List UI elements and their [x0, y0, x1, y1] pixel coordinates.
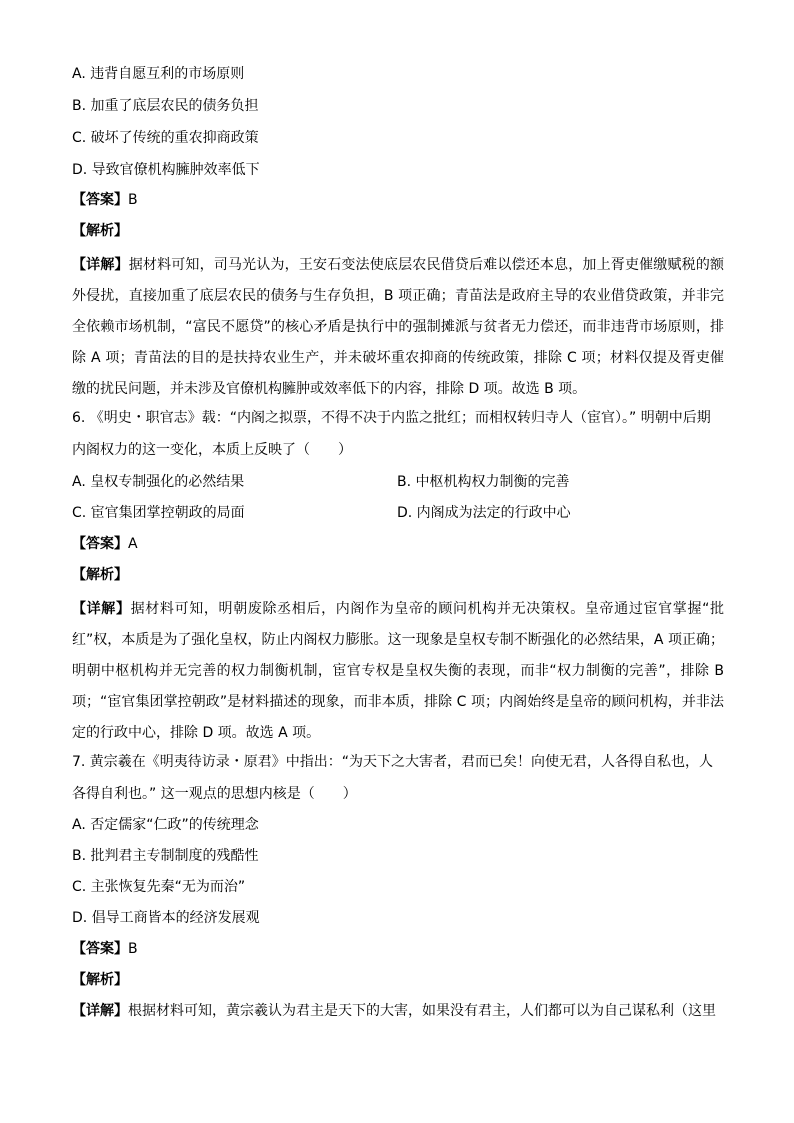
q6-option-d: D. 内阁成为法定的行政中心 [397, 505, 571, 521]
q5-option-d: D. 导致官僚机构臃肿效率低下 [72, 162, 260, 178]
q7-answer [72, 939, 138, 959]
q6-analysis-tag: 【解析】 [72, 567, 128, 583]
answer-tag: 【答案】 [72, 536, 128, 552]
detail-tag: 【详解】 [72, 1003, 128, 1019]
q6-stem-line2: 内阁权力的这一变化，本质上反映了（ ） [72, 442, 352, 458]
q5-analysis-tag: 【解析】 [72, 223, 128, 239]
q7-stem-line2: 各得自利也。” 这一观点的思想内核是（ ） [72, 786, 357, 802]
q6-answer [72, 534, 138, 554]
q5-option-b: B. 加重了底层农民的债务负担 [72, 98, 259, 114]
q7-option-b: B. 批判君主专制制度的残酷性 [72, 848, 259, 864]
q6-option-b: B. 中枢机构权力制衡的完善 [397, 474, 570, 490]
q6-option-a: A. 皇权专制强化的必然结果 [72, 474, 245, 490]
answer-tag: 【答案】 [72, 192, 128, 208]
q5-detail [72, 250, 724, 405]
detail-text: 据材料可知，明朝废除丞相后，内阁作为皇帝的顾问机构并无决策权。皇帝通过宦官掌握“批红”权，本质是为了强化皇权，防止内阁权力膨胀。这一现象是皇权专制不断强化的必然结果，A 项正确；明朝中枢机构并无完善的权力制衡机制，宦官专权是皇权失衡的表现，而非“权力制衡的完善”，排除 B 项；“宦官集团掌控朝政”是材料描述的现象，而非本质，排除 C 项；内阁始终是皇帝的顾问机构，并非法定的行政中心，排除 D 项。故选 A 项。 [72, 601, 724, 741]
q7-stem-line1: 7. 黄宗羲在《明夷待访录・原君》中指出：“为天下之大害者，君而已矣！向使无君，人各得自私也，人 [72, 754, 714, 770]
q6-detail [72, 594, 724, 749]
answer-tag: 【答案】 [72, 941, 128, 957]
q7-option-d: D. 倡导工商皆本的经济发展观 [72, 910, 260, 926]
q5-option-c: C. 破坏了传统的重农抑商政策 [72, 130, 259, 146]
q7-detail [72, 1001, 716, 1021]
detail-text: 根据材料可知，黄宗羲认为君主是天下的大害，如果没有君主，人们都可以为自己谋私利（这里 [128, 1003, 716, 1019]
detail-text: 据材料可知，司马光认为，王安石变法使底层农民借贷后难以偿还本息，加上胥吏催缴赋税的额外侵扰，直接加重了底层农民的债务与生存负担，B 项正确；青苗法是政府主导的农业借贷政策，并非完全依赖市场机制，“富民不愿贷”的核心矛盾是执行中的强制摊派与贫者无力偿还，而非违背市场原则，排除 A 项；青苗法的目的是扶持农业生产，并未破坏重农抑商的传统政策，排除 C 项；材料仅提及胥吏催缴的扰民问题，并未涉及官僚机构臃肿或效率低下的内容，排除 D 项。故选 B 项。 [72, 257, 725, 397]
q5-option-a: A. 违背自愿互利的市场原则 [72, 66, 245, 82]
detail-tag: 【详解】 [72, 257, 129, 273]
q6-option-c: C. 宦官集团掌控朝政的局面 [72, 505, 245, 521]
answer-value: A [128, 536, 138, 552]
q7-option-c: C. 主张恢复先秦“无为而治” [72, 879, 246, 895]
answer-value: B [128, 192, 138, 208]
detail-tag: 【详解】 [72, 601, 131, 617]
q5-answer [72, 190, 138, 210]
q7-option-a: A. 否定儒家“仁政”的传统理念 [72, 817, 259, 833]
q7-analysis-tag: 【解析】 [72, 972, 128, 988]
answer-value: B [128, 941, 138, 957]
q6-stem-line1: 6. 《明史・职官志》载：“内阁之拟票，不得不决于内监之批红；而相权转归寺人（宦官）。” 明朝中后期 [72, 410, 711, 426]
